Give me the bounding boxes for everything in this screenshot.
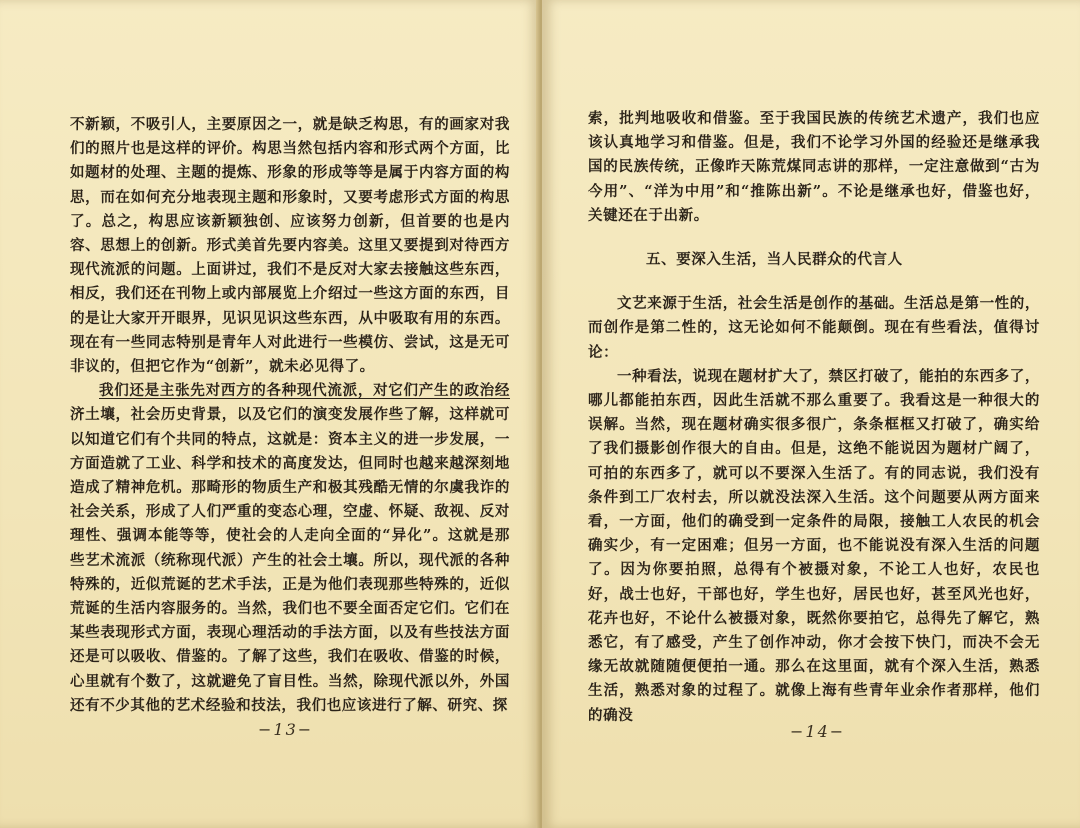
right-page bbox=[542, 0, 1080, 828]
section-heading: 五、要深入生活，当人民群众的代言人 bbox=[646, 251, 903, 269]
paragraph: 文艺来源于生活，社会生活是创作的基础。生活总是第一性的，而创作是第二性的，这无论如何不能颠倒。现在有些看法，值得讨论： bbox=[588, 295, 1040, 361]
paragraph bbox=[70, 379, 510, 718]
page-number: −13− bbox=[258, 720, 314, 739]
paragraph: 索，批判地吸收和借鉴。至于我国民族的传统艺术遗产，我们也应该认真地学习和借鉴。但是，我们不论学习外国的经验还是继承我国的民族传统，正像昨天陈荒煤同志讲的那样，一定注意做到“古为今用”、“洋为中用”和“推陈出新”。不论是继承也好，借鉴也好，关键还在于出新。 bbox=[588, 110, 1040, 224]
page-number: −14− bbox=[790, 722, 846, 741]
left-page-body bbox=[70, 113, 510, 718]
underlined-text: 我们还是主张先对西方的各种现代流派，对它们产生的政治经 bbox=[99, 382, 510, 400]
right-page-body bbox=[588, 107, 1040, 728]
paragraph-continuation: 济土壤，社会历史背景，以及它们的演变发展作些了解，这样就可以知道它们有个共同的特点，这就是：资本主义的进一步发展，一方面造就了工业、科学和技术的高度发达，但同时也越来越深刻地造成了精神危机。那畸形的物质生产和极其残酷无情的尔虞我诈的社会关系，形成了人们严重的变态心理，空虚、怀疑、敌视、反对理性、强调本能等等，使社会的人走向全面的“异化”。这就是那些艺术流派（统称现代派）产生的社会土壤。所以，现代派的各种特殊的，近似荒诞的艺术手法，正是为他们表现那些特殊的，近似荒诞的生活内容服务的。当然，我们也不要全面否定它们。它们在某些表现形式方面，表现心理活动的手法方面，以及有些技法方面还是可以吸收、借鉴的。了解了这些，我们在吸收、借鉴的时候，心里就有个数了，这就避免了盲目性。当然，除现代派以外，外国还有不少其他的艺术经验和技法，我们也应该进行了解、研究、探 bbox=[70, 406, 510, 714]
paragraph: 不新颖，不吸引人，主要原因之一，就是缺乏构思，有的画家对我们的照片也是这样的评价。构思当然包括内容和形式两个方面，比如题材的处理、主题的提炼、形象的形成等等是属于内容方面的构思，而在如何充分地表现主题和形象时，又要考虑形式方面的构思了。总之，构思应该新颖独创、应该努力创新，但首要的也是内容、思想上的创新。形式美首先要内容美。这里又要提到对待西方现代流派的问题。上面讲过，我们不是反对大家去接触这些东西，相反，我们还在刊物上或内部展览上介绍过一些这方面的东西，目的是让大家开开眼界，见识见识这些东西，从中吸取有用的东西。现在有一些同志特别是青年人对此进行一些模仿、尝试，这是无可非议的，但把它作为“创新”，就未必见得了。 bbox=[70, 116, 510, 376]
paragraph: 一种看法，说现在题材扩大了，禁区打破了，能拍的东西多了，哪儿都能拍东西，因此生活就不那么重要了。我看这是一种很大的误解。当然，现在题材确实很多很广，条条框框又打破了，确实给了我们摄影创作很大的自由。但是，这绝不能说因为题材广阔了，可拍的东西多了，就可以不要深入生活了。有的同志说，我们没有条件到工厂农村去，所以就没法深入生活。这个问题要从两方面来看，一方面，他们的确受到一定条件的局限，接触工人农民的机会确实少，有一定困难；但另一方面，也不能说没有深入生活的问题了。因为你要拍照，总得有个被摄对象，不论工人也好，农民也好，战士也好，干部也好，学生也好，居民也好，甚至风光也好，花卉也好，不论什么被摄对象，既然你要拍它，总得先了解它，熟悉它，有了感受，产生了创作冲动，你才会按下快门，而决不会无缘无故就随随便便拍一通。那么在这里面，就有个深入生活，熟悉生活，熟悉对象的过程了。就像上海有些青年业余作者那样，他们的确没 bbox=[588, 367, 1040, 724]
